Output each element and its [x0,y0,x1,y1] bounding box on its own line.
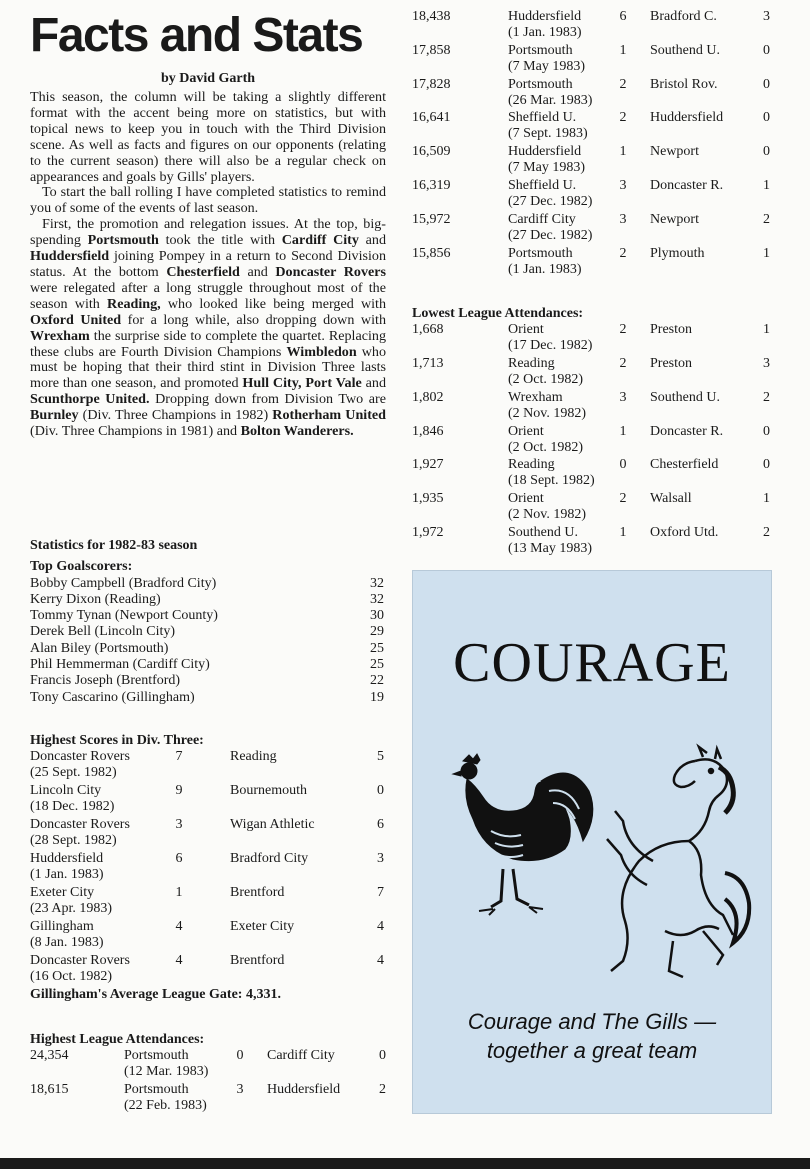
cockerel-icon [453,754,593,915]
table-row: 24,354 Portsmouth (12 Mar. 1983) 0 Cardiff City 0 [30,1048,386,1080]
team-name: Oxford United [30,311,122,328]
table-row: 16,509 Huddersfield (7 May 1983) 1 Newport 0 [412,144,770,176]
list-item: Phil Hemmerman (Cardiff City) 25 [30,657,384,673]
highest-scores-section [30,733,384,1004]
highest-attendances-continued [412,9,772,279]
table-row: 15,972 Cardiff City (27 Dec. 1982) 3 Newport 2 [412,211,770,243]
list-item: Alan Biley (Portsmouth) 25 [30,640,384,656]
top-goalscorers-heading: Top Goalscorers: [30,559,133,575]
team-name: Doncaster Rovers [275,263,386,280]
table-row: 1,927 Reading (18 Sept. 1982) 0 Chesterfield 0 [412,457,770,489]
team-name: Huddersfield [30,248,110,265]
list-item: Kerry Dixon (Reading) 32 [30,591,384,607]
table-row: 18,438 Huddersfield (1 Jan. 1983) 6 Bradford C. 3 [412,9,770,40]
list-item: Derek Bell (Lincoln City) 29 [30,624,384,640]
table-row: Gillingham (8 Jan. 1983) 4 Exeter City 4 [30,919,384,951]
average-gate: Gillingham's Average League Gate: 4,331. [30,987,281,1003]
table-row: 18,615 Portsmouth (22 Feb. 1983) 3 Huddersfield 2 [30,1082,386,1114]
table-row: 1,972 Southend U. (13 May 1983) 1 Oxford Utd. 2 [412,525,770,557]
ad-brand-logo: COURAGE [453,632,731,694]
team-name: Chesterfield [166,263,240,280]
team-name: Cardiff City [281,232,359,249]
team-name: Wrexham [30,327,90,344]
team-name: Portsmouth [87,232,159,249]
table-row: Exeter City (23 Apr. 1983) 1 Brentford 7 [30,885,384,917]
table-row: Doncaster Rovers (16 Oct. 1982) 4 Brentford 4 [30,953,384,985]
table-row: 15,856 Portsmouth (1 Jan. 1983) 2 Plymouth 1 [412,245,770,277]
team-name: Burnley [30,407,79,424]
table-row: 16,641 Sheffield U. (7 Sept. 1983) 2 Huddersfield 0 [412,110,770,142]
team-name: Scunthorpe United. [30,391,150,408]
table-row: 1,713 Reading (2 Oct. 1982) 2 Preston 3 [412,356,770,388]
table-row: Huddersfield (1 Jan. 1983) 6 Bradford City 3 [30,851,384,883]
team-name: Hull City, Port Vale [242,375,362,392]
team-name: Reading, [107,295,161,312]
table-row: 1,935 Orient (2 Nov. 1982) 2 Walsall 1 [412,491,770,523]
article-paragraph: First, the promotion and relegation issues. At the top, big-spending Portsmouth took the title with Cardiff City and Huddersfield joining Pompey in a return to Second Division status. At the bottom Chesterfield and Doncaster Rovers were relegated after a long struggle throughout most of the season with Reading, who looked like being merged with Oxford United for a long while, also dropping down with Wrexham the surprise side to complete the quartet. Replacing these clubs are Fourth Division Champions Wimbledon who must be hoping that their third stint in Division Three lasts more than one season, and promoted Hull City, Port Vale and Scunthorpe United. Dropping down from Division Two are Burnley (Div. Three Champions in 1982) Rotherham United (Div. Three Champions in 1981) and Bolton Wanderers. [30,216,387,440]
courage-advert [412,570,772,1114]
page-title: Facts and Stats [30,9,363,62]
list-item: Bobby Campbell (Bradford City) 32 [30,575,384,591]
page-edge-strip [0,1158,810,1169]
table-row: 17,828 Portsmouth (26 Mar. 1983) 2 Bristol Rov. 0 [412,76,770,108]
table-row: 1,802 Wrexham (2 Nov. 1982) 3 Southend U. 2 [412,389,770,421]
lowest-attendances-heading: Lowest League Attendances: [412,306,584,321]
team-name: Wimbledon [286,343,357,360]
highest-attendances-section [30,1032,386,1116]
table-row: 16,319 Sheffield U. (27 Dec. 1982) 3 Doncaster R. 1 [412,177,770,209]
table-row: Doncaster Rovers (25 Sept. 1982) 7 Reading 5 [30,749,384,781]
highest-scores-heading: Highest Scores in Div. Three: [30,733,204,748]
list-item: Francis Joseph (Brentford) 22 [30,673,384,689]
stats-heading: Statistics for 1982-83 season [30,538,198,553]
article-body [30,90,386,440]
top-goalscorers-list [30,576,384,706]
ad-slogan: Courage and The Gills — together a great team [467,1009,717,1063]
highest-attendances-heading: Highest League Attendances: [30,1032,205,1047]
table-row: 1,668 Orient (17 Dec. 1982) 2 Preston 1 [412,322,770,354]
table-row: Lincoln City (18 Dec. 1982) 9 Bournemouth 0 [30,783,384,815]
table-row: 1,846 Orient (2 Oct. 1982) 1 Doncaster R. 0 [412,423,770,455]
lowest-attendances-section [412,306,772,559]
article-paragraph: To start the ball rolling I have completed statistics to remind you of some of the events of last season. [30,184,386,217]
ad-artwork [433,741,753,1001]
rearing-horse-icon [607,747,749,977]
team-name: Bolton Wanderers. [240,423,354,440]
article-paragraph: This season, the column will be taking a slightly different format with the accent being more on statistics, but with topical news to keep you in touch with the Third Division scene. As well as facts and figures on our opponents (relating to the current season) there will also be a regular check on appearances and goals by Gills' players. [30,89,386,185]
top-goalscorers-section [30,538,384,706]
byline: by David Garth [160,71,256,86]
table-row: 17,858 Portsmouth (7 May 1983) 1 Southend U. 0 [412,42,770,74]
list-item: Tommy Tynan (Newport County) 30 [30,608,384,624]
team-name: Rotherham United [272,407,386,424]
list-item: Tony Cascarino (Gillingham) 19 [30,689,384,705]
table-row: Doncaster Rovers (28 Sept. 1982) 3 Wigan Athletic 6 [30,817,384,849]
